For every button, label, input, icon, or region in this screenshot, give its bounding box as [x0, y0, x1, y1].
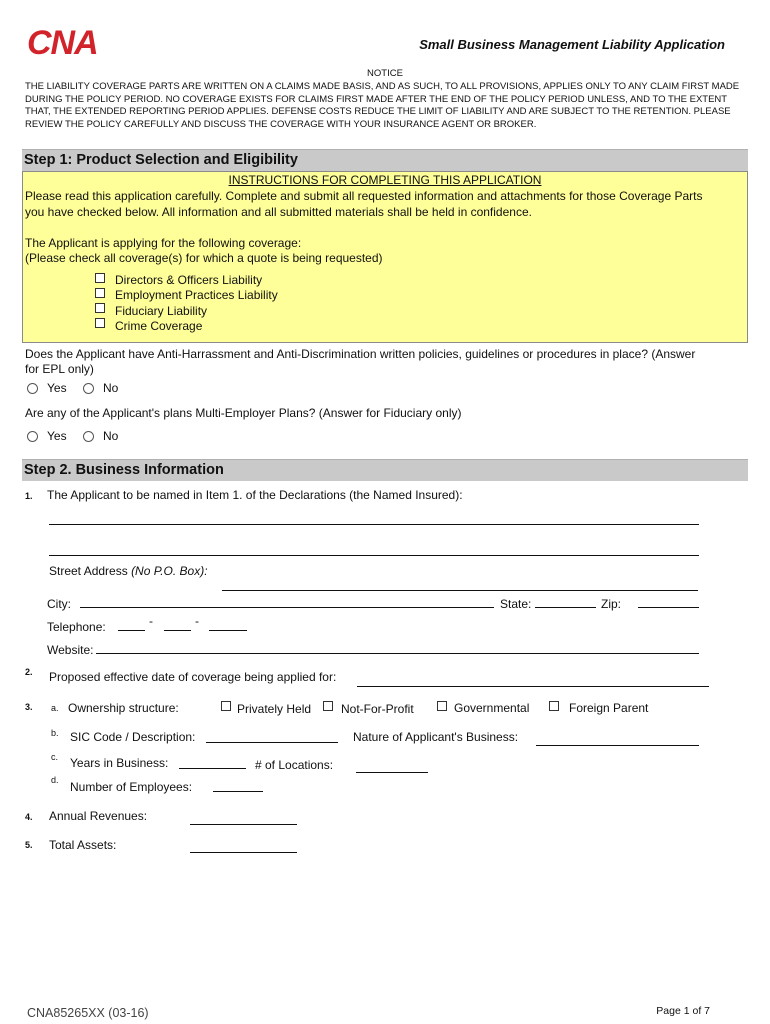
- locations-label: # of Locations:: [255, 758, 334, 772]
- epl-question-line-1: Does the Applicant have Anti-Harrassment and Anti-Discrimination written policies, guidelines or procedures in place? (Answer: [25, 347, 696, 361]
- item-3a-letter: a.: [51, 703, 59, 713]
- item-3b-letter: b.: [51, 728, 59, 738]
- item-2-number: 2.: [25, 667, 33, 677]
- street-address-label: [49, 564, 208, 578]
- telephone-prefix-field[interactable]: [164, 630, 191, 631]
- telephone-dash-2: -: [195, 614, 199, 628]
- epl-yes-label: Yes: [47, 381, 67, 395]
- fiduciary-no-label: No: [103, 429, 119, 443]
- total-assets-label: Total Assets:: [49, 838, 117, 852]
- nature-of-business-label: Nature of Applicant's Business:: [353, 730, 519, 744]
- effective-date-label: Proposed effective date of coverage being applied for:: [49, 670, 337, 684]
- employment-practices-checkbox[interactable]: [95, 288, 105, 298]
- sic-field[interactable]: [206, 742, 338, 743]
- privately-held-checkbox[interactable]: [221, 701, 231, 711]
- item-1-number: 1.: [25, 491, 33, 501]
- step2-header: [22, 459, 748, 481]
- epl-no-label: No: [103, 381, 119, 395]
- effective-date-field[interactable]: [357, 686, 709, 687]
- foreign-parent-checkbox[interactable]: [549, 701, 559, 711]
- epl-yes-radio[interactable]: [27, 383, 38, 394]
- locations-field[interactable]: [356, 772, 428, 773]
- city-field[interactable]: [80, 607, 494, 608]
- step2-title: Step 2. Business Information: [24, 462, 224, 478]
- telephone-line-field[interactable]: [209, 630, 247, 631]
- document-title: Small Business Management Liability Application: [419, 37, 725, 52]
- street-label-text: Street Address: [49, 564, 128, 578]
- item-4-number: 4.: [25, 812, 33, 822]
- instructions-heading: INSTRUCTIONS FOR COMPLETING THIS APPLICATION: [228, 173, 542, 187]
- telephone-dash-1: -: [149, 614, 153, 628]
- step1-title: Step 1: Product Selection and Eligibility: [24, 152, 298, 168]
- named-insured-field-2[interactable]: [49, 555, 699, 556]
- employees-field[interactable]: [213, 791, 263, 792]
- applying-line-1: The Applicant is applying for the following coverage:: [25, 236, 302, 250]
- annual-revenues-label: Annual Revenues:: [49, 809, 148, 823]
- total-assets-field[interactable]: [190, 852, 297, 853]
- privately-held-label: Privately Held: [237, 702, 312, 716]
- step1-header: [22, 149, 748, 171]
- named-insured-label: The Applicant to be named in Item 1. of the Declarations (the Named Insured):: [47, 488, 463, 502]
- fiduciary-checkbox[interactable]: [95, 303, 105, 313]
- annual-revenues-field[interactable]: [190, 824, 297, 825]
- telephone-area-code-field[interactable]: [118, 630, 145, 631]
- fiduciary-no-radio[interactable]: [83, 431, 94, 442]
- fiduciary-question: Are any of the Applicant's plans Multi-Employer Plans? (Answer for Fiduciary only): [25, 406, 462, 420]
- state-label: State:: [500, 597, 532, 611]
- epl-question-line-2: for EPL only): [25, 362, 94, 376]
- applying-line-2: (Please check all coverage(s) for which a quote is being requested): [25, 251, 383, 265]
- coverage-label-crime: Crime Coverage: [115, 319, 203, 333]
- item-3d-letter: d.: [51, 775, 59, 785]
- years-in-business-field[interactable]: [179, 768, 246, 769]
- ownership-label: Ownership structure:: [68, 701, 179, 715]
- street-note: (No P.O. Box):: [131, 564, 208, 578]
- item-5-number: 5.: [25, 840, 33, 850]
- coverage-label-do: Directors & Officers Liability: [115, 273, 263, 287]
- instructions-line-1: Please read this application carefully. Complete and submit all requested information and attachments for those Coverage Parts: [25, 189, 703, 203]
- item-3-number: 3.: [25, 702, 33, 712]
- epl-no-radio[interactable]: [83, 383, 94, 394]
- fiduciary-yes-label: Yes: [47, 429, 67, 443]
- form-code: CNA85265XX (03-16): [27, 1006, 149, 1020]
- notice-heading: NOTICE: [367, 68, 403, 79]
- zip-label: Zip:: [601, 597, 622, 611]
- item-3c-letter: c.: [51, 752, 59, 762]
- foreign-parent-label: Foreign Parent: [569, 701, 649, 715]
- zip-field[interactable]: [638, 607, 699, 608]
- nature-of-business-field[interactable]: [536, 745, 699, 746]
- coverage-label-epl: Employment Practices Liability: [115, 288, 278, 302]
- governmental-label: Governmental: [454, 701, 530, 715]
- website-label: Website:: [47, 643, 94, 657]
- sic-label: SIC Code / Description:: [70, 730, 196, 744]
- employees-label: Number of Employees:: [70, 780, 193, 794]
- cna-logo: CNA: [27, 24, 98, 62]
- telephone-label: Telephone:: [47, 620, 106, 634]
- fiduciary-yes-radio[interactable]: [27, 431, 38, 442]
- page-number: Page 1 of 7: [656, 1005, 710, 1017]
- notice-text: THE LIABILITY COVERAGE PARTS ARE WRITTEN ON A CLAIMS MADE BASIS, AND AS SUCH, TO ALL PROVISIONS, APPLIES ONLY TO ANY CLAIM FIRST MADE DURING THE POLICY PERIOD. NO COVERAGE EXISTS FOR CLAIMS FIRST MADE AFTER THE END OF THE POLICY PERIOD UNLESS, AND TO THE EXTENT THAT, THE EXTENDED REPORTING PERIOD APPLIES. DEFENSE COSTS REDUCE THE LIMIT OF LIABILITY AND ARE SUBJECT TO THE RETENTION. PLEASE REVIEW THE POLICY CAREFULLY AND DISCUSS THE COVERAGE WITH YOUR INSURANCE AGENT OR BROKER.: [25, 81, 740, 130]
- city-label: City:: [47, 597, 71, 611]
- years-in-business-label: Years in Business:: [70, 756, 169, 770]
- governmental-checkbox[interactable]: [437, 701, 447, 711]
- not-for-profit-checkbox[interactable]: [323, 701, 333, 711]
- state-field[interactable]: [535, 607, 596, 608]
- directors-officers-checkbox[interactable]: [95, 273, 105, 283]
- instructions-line-2: you have checked below. All information and all submitted materials shall be held in confidence.: [25, 205, 532, 219]
- named-insured-field-1[interactable]: [49, 524, 699, 525]
- coverage-label-fiduciary: Fiduciary Liability: [115, 304, 208, 318]
- website-field[interactable]: [96, 653, 699, 654]
- street-address-field[interactable]: [222, 590, 698, 591]
- not-for-profit-label: Not-For-Profit: [341, 702, 414, 716]
- crime-checkbox[interactable]: [95, 318, 105, 328]
